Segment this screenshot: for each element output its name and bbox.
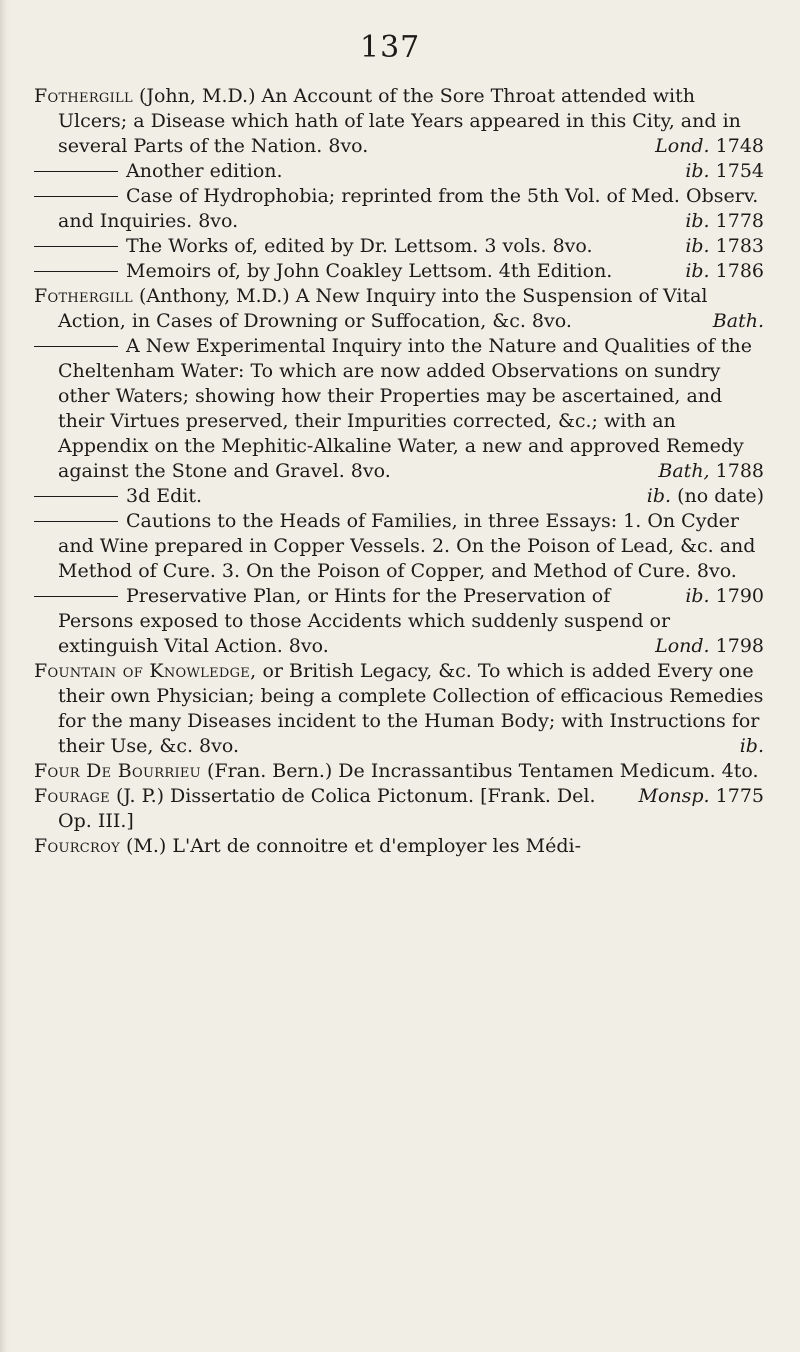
entry-imprint <box>635 484 764 509</box>
entry-text: A New Experimental Inquiry into the Nature and Qualities of the Cheltenham Water: To which are now added Observations on sundry other Waters; showing how their Properties may be ascertained, and their Virtues preserved, their Impurities corrected, &c.; with an Appendix on the Mephitic-Alkaline Water, a new and approved Remedy against the Stone and Gravel. 8vo. <box>58 335 752 482</box>
entry <box>34 834 764 859</box>
ditto-dash <box>34 596 118 597</box>
entry-author: Fourage <box>34 785 110 807</box>
entry-text: or British Legacy, &c. To which is added Every one their own Physician; being a complete Collection of efficacious Remedies for the many Diseases incident to the Human Body; with Instructions for their Use, &c. 8vo. <box>58 660 764 757</box>
entry-year: (no date) <box>677 485 764 507</box>
ditto-dash <box>34 171 118 172</box>
entry-year: 1754 <box>715 160 764 182</box>
entry-author: Fountain of Knowledge, <box>34 660 257 682</box>
entry-year: 1778 <box>715 210 764 232</box>
entry-year: 1748 <box>715 135 764 157</box>
entry <box>34 584 764 659</box>
entry-author: Fothergill <box>34 285 133 307</box>
entry-text: Memoirs of, by John Coakley Lettsom. 4th Edition. <box>126 260 613 282</box>
entry-imprint <box>728 734 764 759</box>
entry-year: 1783 <box>715 235 764 257</box>
entry-place: ib. <box>685 585 710 607</box>
entry <box>34 659 764 759</box>
ditto-dash <box>34 196 118 197</box>
entry-year: 1788 <box>715 460 764 482</box>
entry-text: Case of Hydrophobia; reprinted from the 5th Vol. of Med. Observ. and Inquiries. 8vo. <box>58 185 759 232</box>
entry-year: 1786 <box>715 260 764 282</box>
ditto-dash <box>34 271 118 272</box>
entry-imprint <box>673 234 764 259</box>
entry-text: The Works of, edited by Dr. Lettsom. 3 vols. 8vo. <box>126 235 593 257</box>
ditto-dash <box>34 521 118 522</box>
entry <box>34 334 764 484</box>
entry-imprint <box>643 134 764 159</box>
entry-place: Monsp. <box>638 785 710 807</box>
entry-place: ib. <box>739 735 764 757</box>
entry-text: (Anthony, M.D.) A New Inquiry into the Suspension of Vital Action, in Cases of Drowning or Suffocation, &c. 8vo. <box>58 285 708 332</box>
entry-imprint <box>673 209 764 234</box>
entry <box>34 284 764 334</box>
entry-place: Bath, <box>658 460 710 482</box>
entry-place: ib. <box>685 260 710 282</box>
entry-place: ib. <box>685 235 710 257</box>
ditto-dash <box>34 346 118 347</box>
entry <box>34 159 764 184</box>
bibliography-entries <box>34 84 764 859</box>
entry-imprint <box>643 634 764 659</box>
entry-imprint <box>673 259 764 284</box>
entry-year: 1798 <box>715 635 764 657</box>
entry-place: Lond. <box>655 135 710 157</box>
entry-imprint <box>627 784 765 809</box>
entry-imprint <box>673 159 764 184</box>
entry-imprint <box>673 584 764 609</box>
entry-imprint <box>701 309 764 334</box>
ditto-dash <box>34 246 118 247</box>
entry-text: Cautions to the Heads of Families, in three Essays: 1. On Cyder and Wine prepared in Copper Vessels. 2. On the Poison of Lead, &c. and Method of Cure. 3. On the Poison of Copper, and Method of Cure. 8vo. <box>58 510 756 582</box>
entry-text: Another edition. <box>126 160 283 182</box>
entry-place: ib. <box>646 485 672 507</box>
entry-year: 1790 <box>715 585 764 607</box>
entry-place: Bath. <box>712 310 764 332</box>
entry-text: (Fran. Bern.) De Incrassantibus Tentamen Medicum. 4to. <box>206 760 759 782</box>
entry-imprint <box>646 459 764 484</box>
entry <box>34 84 764 159</box>
entry-text: Preservative Plan, or Hints for the Preservation of Persons exposed to those Accidents which suddenly suspend or extinguish Vital Action. 8vo. <box>58 585 671 657</box>
entry-text: 3d Edit. <box>126 485 203 507</box>
entry-place: ib. <box>685 210 710 232</box>
entry-place: ib. <box>685 160 710 182</box>
entry-text: (John, M.D.) An Account of the Sore Throat attended with Ulcers; a Disease which hath of late Years appeared in this City, and in several Parts of the Nation. 8vo. <box>58 85 741 157</box>
entry-year: 1775 <box>715 785 764 807</box>
page-number: 137 <box>360 30 421 65</box>
entry-place: Lond. <box>655 635 710 657</box>
entry-author: Four De Bourrieu <box>34 760 201 782</box>
entry-author: Fourcroy <box>34 835 120 857</box>
entry-author: Fothergill <box>34 85 133 107</box>
entry <box>34 234 764 259</box>
entry <box>34 484 764 509</box>
page-edge <box>0 0 10 1352</box>
entry-text: (J. P.) Dissertatio de Colica Pictonum. [Frank. Del. Op. III.] <box>58 785 596 832</box>
entry-text: (M.) L'Art de connoitre et d'employer les Médi- <box>126 835 582 857</box>
entry <box>34 509 764 607</box>
ditto-dash <box>34 496 118 497</box>
entry <box>34 259 764 284</box>
entry <box>34 184 764 234</box>
